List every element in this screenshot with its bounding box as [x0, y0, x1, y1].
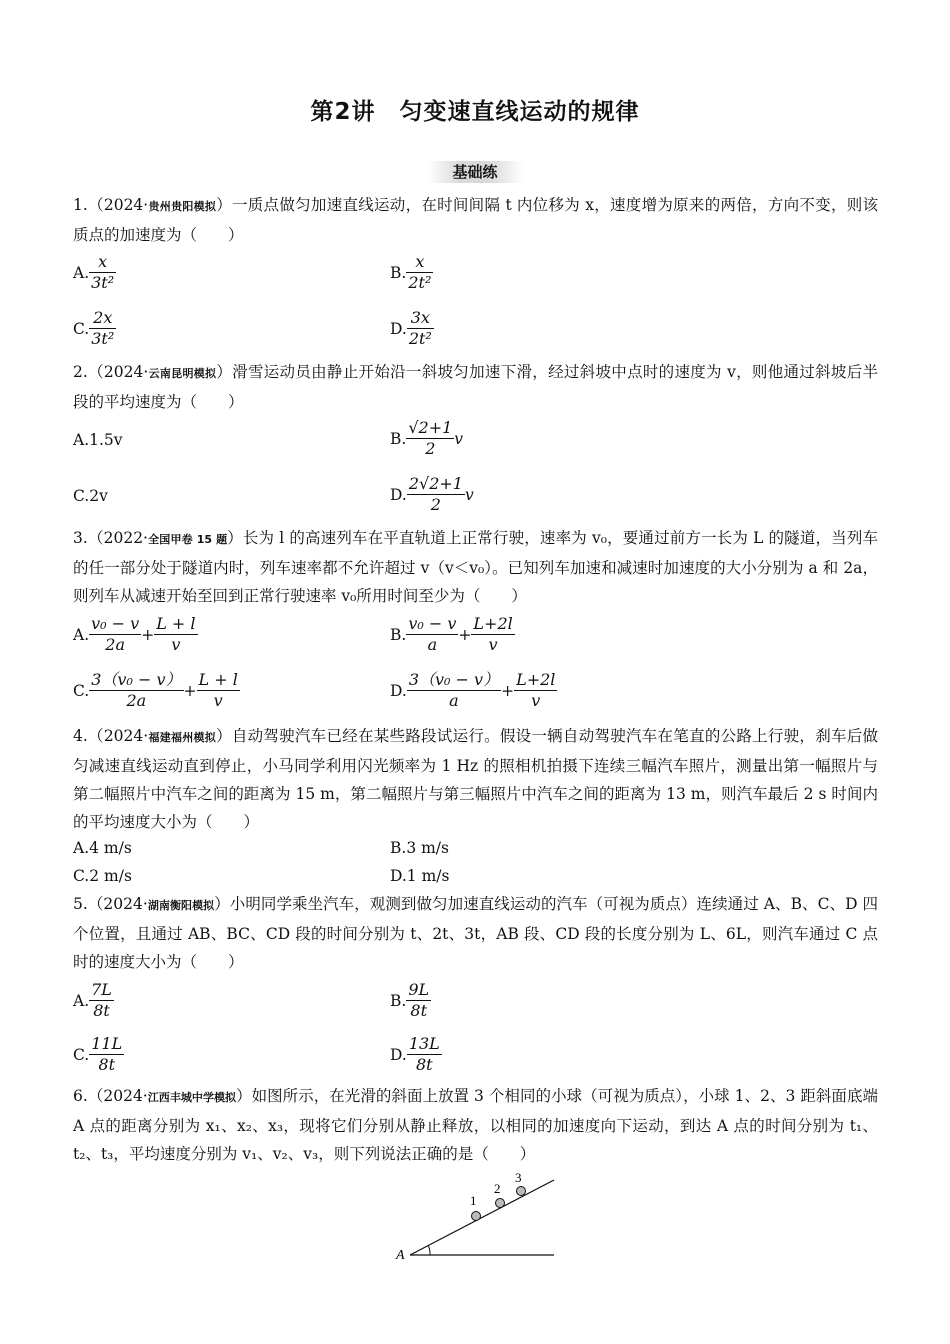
question-3	[73, 524, 878, 610]
fraction: $\frac{x}{\text{3t²}}$	[91, 252, 115, 292]
question-number: 4.（2024·	[73, 727, 149, 745]
question-text: ）一质点做匀加速直线运动，在时间间隔 t 内位移为 x，速度增为原来的两倍，方向不变，则该质点的加速度为（ ）	[73, 196, 878, 244]
ball-1	[472, 1212, 481, 1221]
question-number: 2.（2024·	[73, 363, 149, 381]
option-a: A. $\frac{\text{v₀ − v}}{2a}$ + $\frac{L + l}{v}$	[73, 614, 196, 654]
fraction: $\frac{x}{\text{2t²}}$	[408, 252, 432, 292]
fraction: $\frac{\text{3（v₀ − v）}}{2a}$	[91, 670, 182, 710]
option-b: B. $\frac{√2+1}{2}$ v	[390, 418, 464, 458]
fraction: $\frac{3x}{\text{2t²}}$	[408, 308, 432, 348]
question-text: ）小明同学乘坐汽车，观测到做匀加速直线运动的汽车（可视为质点）连续通过 A、B、C、D 四个位置，且通过 AB、BC、CD 段的时间分别为 t、2t、3t，AB 段、CD 段的长度分别为 L、6L，则汽车通过 C 点时的速度大小为（ ）	[73, 895, 878, 971]
option-label: B.	[390, 429, 407, 448]
page-title: 第2讲 匀变速直线运动的规律	[310, 99, 640, 125]
fraction: $\frac{2x}{\text{3t²}}$	[91, 308, 115, 348]
question-6	[73, 1082, 878, 1168]
option-a	[73, 252, 116, 293]
fraction: $\frac{9L}{8t}$	[408, 980, 430, 1020]
fraction: $\frac{\text{v₀ − v}}{a}$	[408, 614, 457, 654]
question-number: 3.（2022·	[73, 529, 148, 547]
question-number: 1.（2024·	[73, 196, 149, 214]
question-number: 5.（2024·	[73, 895, 148, 913]
option-b	[390, 252, 433, 293]
option-d: D. $\frac{13L}{8t}$	[390, 1034, 440, 1074]
section-heading: 基础练	[427, 161, 523, 183]
fraction: $\frac{2√2+1}{2}$	[408, 474, 463, 514]
option-label: D.	[390, 319, 407, 338]
fraction: $\frac{11L}{8t}$	[91, 1034, 123, 1074]
fraction: $\frac{\text{v₀ − v}}{2a}$	[91, 614, 140, 654]
ball-3	[517, 1187, 526, 1196]
fraction: $\frac{√2+1}{2}$	[408, 418, 453, 458]
option-b: B. $\frac{\text{v₀ − v}}{a}$ + $\frac{L+2l}{v}$	[390, 614, 513, 654]
question-source: 江西丰城中学模拟	[147, 1091, 237, 1104]
question-number: 6.（2024·	[73, 1087, 148, 1105]
question-source: 全国甲卷 15 题	[147, 533, 228, 546]
option-d: D. $\frac{\text{3（v₀ − v）}}{a}$ + $\frac{L+2l}{v}$	[390, 670, 556, 710]
fraction: $\frac{7L}{8t}$	[91, 980, 112, 1020]
question-1	[73, 191, 878, 249]
angle-arc	[429, 1246, 431, 1255]
option-c	[73, 308, 116, 349]
option-d: D.1 m/s	[390, 867, 450, 885]
option-label: D.	[390, 485, 407, 504]
fraction: $\frac{L + l}{v}$	[198, 670, 238, 710]
option-b: B.3 m/s	[390, 839, 449, 857]
point-a-label: A	[396, 1248, 405, 1263]
fraction: $\frac{L+2l}{v}$	[473, 614, 513, 654]
question-source: 湖南衡阳模拟	[147, 899, 215, 912]
option-c: C. $\frac{\text{3（v₀ − v）}}{2a}$ + $\frac{L + l}{v}$	[73, 670, 238, 710]
question-source: 贵州贵阳模拟	[148, 200, 217, 213]
question-source: 云南昆明模拟	[148, 367, 217, 380]
question-source: 福建福州模拟	[148, 731, 217, 744]
question-4	[73, 722, 878, 836]
ball-2-label: 2	[494, 1181, 501, 1196]
fraction: $\frac{13L}{8t}$	[408, 1034, 440, 1074]
question-text: ）滑雪运动员由静止开始沿一斜坡匀加速下滑，经过斜坡中点时的速度为 v，则他通过斜坡后半段的平均速度为（ ）	[73, 363, 878, 411]
ball-3-label: 3	[515, 1170, 522, 1185]
option-c: C.2v	[73, 487, 108, 505]
option-a: A.1.5v	[73, 431, 123, 449]
option-a: A. $\frac{7L}{8t}$	[73, 980, 112, 1020]
question-text: ）长为 l 的高速列车在平直轨道上正常行驶，速率为 v₀，要通过前方一长为 L 的隧道，当列车的任一部分处于隧道内时，列车速率都不允许超过 v（v＜v₀）。已知列车加速和减速时加速度的大小分别为 a 和 2a，则列车从减速开始至回到正常行驶速率 v₀所用时间至少为（ ）	[73, 529, 878, 605]
ball-1-label: 1	[470, 1193, 477, 1208]
ball-2	[496, 1199, 505, 1208]
fraction: $\frac{\text{3（v₀ − v）}}{a}$	[408, 670, 500, 710]
option-label: C.	[73, 319, 90, 338]
option-c: C. $\frac{11L}{8t}$	[73, 1034, 123, 1074]
option-b: B. $\frac{9L}{8t}$	[390, 980, 430, 1020]
option-label: A.	[73, 263, 90, 282]
incline-figure	[390, 1170, 570, 1265]
question-2	[73, 358, 878, 416]
question-5	[73, 890, 878, 976]
option-label: B.	[390, 263, 407, 282]
option-d: D. $\frac{2√2+1}{2}$ v	[390, 474, 474, 514]
question-text: ）自动驾驶汽车已经在某些路段试运行。假设一辆自动驾驶汽车在笔直的公路上行驶，刹车后做匀减速直线运动直到停止，小马同学利用闪光频率为 1 Hz 的照相机拍摄下连续三幅汽车照片，测量出第一幅照片与第二幅照片中汽车之间的距离为 15 m，第二幅照片与第三幅照片中汽车之间的距离为 13 m，则汽车最后 2 s 时间内的平均速度大小为（ ）	[73, 727, 878, 831]
fraction: $\frac{L+2l}{v}$	[516, 670, 556, 710]
option-c: C.2 m/s	[73, 867, 132, 885]
question-text: ）如图所示，在光滑的斜面上放置 3 个相同的小球（可视为质点），小球 1、2、3 距斜面底端 A 点的距离分别为 x₁、x₂、x₃，现将它们分别从静止释放，以相同的加速度向下运动，到达 A 点的时间分别为 t₁、t₂、t₃，平均速度分别为 v₁、v₂、v₃，则下列说法正确的是（ ）	[73, 1087, 878, 1163]
fraction: $\frac{L + l}{v}$	[156, 614, 196, 654]
option-a: A.4 m/s	[73, 839, 132, 857]
incline-line	[410, 1180, 554, 1255]
option-d	[390, 308, 434, 349]
